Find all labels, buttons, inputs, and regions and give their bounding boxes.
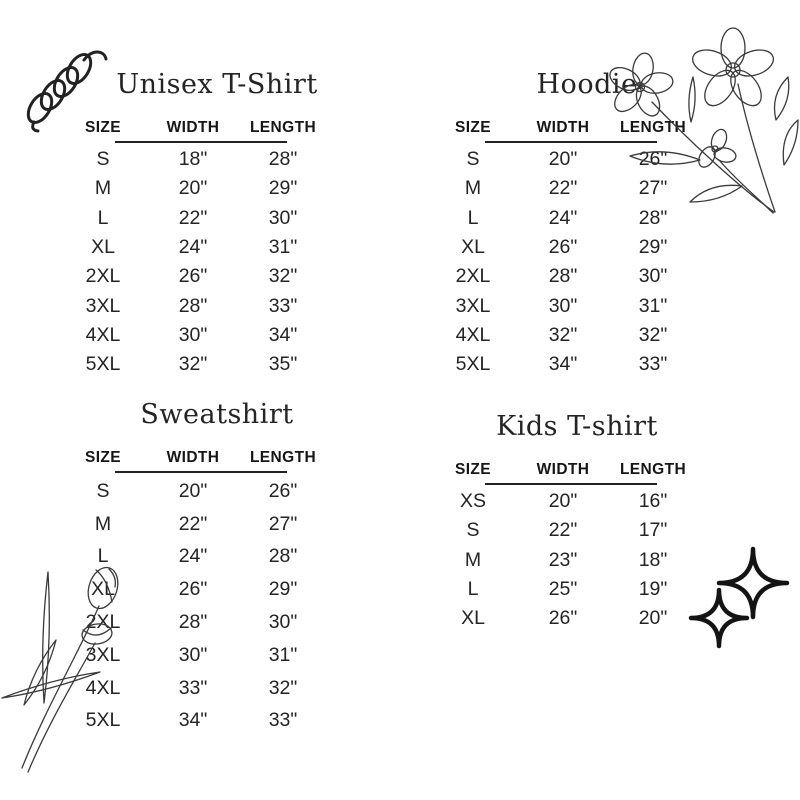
header-underline bbox=[485, 483, 657, 485]
length-cell: 34" bbox=[268, 323, 298, 346]
width-cell: 24" bbox=[548, 206, 578, 229]
table-row bbox=[58, 204, 328, 233]
width-cell: 28" bbox=[548, 265, 578, 288]
table-title: Sweatshirt bbox=[140, 399, 294, 430]
size-cell: 3XL bbox=[85, 643, 121, 666]
table-title: Unisex T-Shirt bbox=[116, 69, 318, 100]
column-header-length: LENGTH bbox=[619, 461, 687, 478]
column-header-width: WIDTH bbox=[536, 119, 590, 136]
size-cell: 4XL bbox=[85, 676, 121, 699]
width-cell: 20" bbox=[548, 148, 578, 171]
length-cell: 35" bbox=[268, 353, 298, 376]
width-cell: 28" bbox=[178, 294, 208, 317]
table-header-row bbox=[428, 118, 698, 138]
sparkle-stars-icon bbox=[685, 540, 795, 655]
size-cell: M bbox=[94, 512, 112, 535]
size-cell: 4XL bbox=[455, 323, 491, 346]
size-cell: M bbox=[464, 548, 482, 571]
length-cell: 19" bbox=[638, 578, 668, 601]
length-cell: 32" bbox=[268, 265, 298, 288]
table-row bbox=[428, 516, 698, 545]
length-cell: 30" bbox=[268, 611, 298, 634]
width-cell: 33" bbox=[178, 676, 208, 699]
table-row bbox=[58, 705, 328, 738]
table-row bbox=[58, 541, 328, 574]
table-row bbox=[428, 233, 698, 262]
column-header-width: WIDTH bbox=[166, 449, 220, 466]
size-cell: 2XL bbox=[85, 265, 121, 288]
width-cell: 18" bbox=[178, 148, 208, 171]
width-cell: 32" bbox=[178, 353, 208, 376]
column-header-size: SIZE bbox=[454, 461, 492, 478]
size-cell: M bbox=[464, 177, 482, 200]
length-cell: 29" bbox=[638, 236, 668, 259]
size-cell: S bbox=[466, 148, 480, 171]
length-cell: 30" bbox=[638, 265, 668, 288]
length-cell: 31" bbox=[268, 236, 298, 259]
column-header-length: LENGTH bbox=[249, 449, 317, 466]
header-underline bbox=[115, 141, 287, 143]
length-cell: 31" bbox=[268, 643, 298, 666]
header-underline bbox=[485, 141, 657, 143]
width-cell: 22" bbox=[548, 177, 578, 200]
table-header-row bbox=[428, 460, 698, 480]
table-row bbox=[58, 475, 328, 508]
length-cell: 26" bbox=[268, 479, 298, 502]
table-row bbox=[428, 204, 698, 233]
table-row bbox=[58, 233, 328, 262]
size-cell: 2XL bbox=[455, 265, 491, 288]
length-cell: 18" bbox=[638, 548, 668, 571]
width-cell: 34" bbox=[178, 709, 208, 732]
size-cell: L bbox=[467, 206, 479, 229]
table-row bbox=[58, 262, 328, 291]
size-cell: L bbox=[97, 206, 109, 229]
size-cell: XL bbox=[91, 578, 115, 601]
size-cell: S bbox=[96, 148, 110, 171]
width-cell: 26" bbox=[178, 265, 208, 288]
width-cell: 26" bbox=[548, 607, 578, 630]
size-cell: S bbox=[466, 519, 480, 542]
size-cell: XS bbox=[459, 490, 486, 513]
table-body bbox=[428, 145, 698, 379]
header-underline bbox=[115, 471, 287, 473]
length-cell: 28" bbox=[268, 545, 298, 568]
size-table-hoodie bbox=[428, 64, 698, 379]
table-header-row bbox=[58, 118, 328, 138]
length-cell: 32" bbox=[268, 676, 298, 699]
table-row bbox=[428, 487, 698, 516]
column-header-size: SIZE bbox=[84, 119, 122, 136]
width-cell: 30" bbox=[178, 323, 208, 346]
length-cell: 28" bbox=[638, 206, 668, 229]
table-row bbox=[58, 606, 328, 639]
width-cell: 34" bbox=[548, 353, 578, 376]
column-header-width: WIDTH bbox=[536, 461, 590, 478]
width-cell: 22" bbox=[548, 519, 578, 542]
size-cell: L bbox=[97, 545, 109, 568]
table-header-row bbox=[58, 448, 328, 468]
length-cell: 20" bbox=[638, 607, 668, 630]
table-body bbox=[58, 145, 328, 379]
table-row bbox=[58, 291, 328, 320]
table-row bbox=[428, 262, 698, 291]
length-cell: 26" bbox=[638, 148, 668, 171]
table-row bbox=[428, 546, 698, 575]
length-cell: 30" bbox=[268, 206, 298, 229]
table-row bbox=[428, 575, 698, 604]
width-cell: 25" bbox=[548, 578, 578, 601]
table-row bbox=[58, 350, 328, 379]
size-cell: XL bbox=[91, 236, 115, 259]
size-cell: XL bbox=[461, 236, 485, 259]
column-header-length: LENGTH bbox=[619, 119, 687, 136]
width-cell: 30" bbox=[178, 643, 208, 666]
table-body bbox=[428, 487, 698, 633]
table-row bbox=[428, 604, 698, 633]
table-row bbox=[428, 291, 698, 320]
size-table-sweatshirt bbox=[58, 394, 328, 737]
table-row bbox=[58, 573, 328, 606]
length-cell: 27" bbox=[268, 512, 298, 535]
table-body bbox=[58, 475, 328, 737]
size-cell: 5XL bbox=[85, 709, 121, 732]
width-cell: 20" bbox=[178, 177, 208, 200]
table-row bbox=[428, 350, 698, 379]
width-cell: 23" bbox=[548, 548, 578, 571]
width-cell: 20" bbox=[548, 490, 578, 513]
table-title: Kids T-shirt bbox=[496, 411, 658, 442]
size-cell: XL bbox=[461, 607, 485, 630]
size-table-unisex-t-shirt bbox=[58, 64, 328, 379]
width-cell: 26" bbox=[548, 236, 578, 259]
table-row bbox=[58, 672, 328, 705]
size-cell: 3XL bbox=[455, 294, 491, 317]
length-cell: 33" bbox=[638, 353, 668, 376]
width-cell: 20" bbox=[178, 479, 208, 502]
table-row bbox=[428, 321, 698, 350]
table-row bbox=[58, 174, 328, 203]
length-cell: 27" bbox=[638, 177, 668, 200]
size-cell: L bbox=[467, 578, 479, 601]
width-cell: 24" bbox=[178, 236, 208, 259]
width-cell: 28" bbox=[178, 611, 208, 634]
size-cell: 2XL bbox=[85, 611, 121, 634]
size-cell: S bbox=[96, 479, 110, 502]
table-row bbox=[428, 174, 698, 203]
width-cell: 22" bbox=[178, 512, 208, 535]
table-row bbox=[58, 321, 328, 350]
column-header-length: LENGTH bbox=[249, 119, 317, 136]
size-cell: 5XL bbox=[85, 353, 121, 376]
length-cell: 33" bbox=[268, 294, 298, 317]
column-header-width: WIDTH bbox=[166, 119, 220, 136]
column-header-size: SIZE bbox=[84, 449, 122, 466]
size-cell: M bbox=[94, 177, 112, 200]
length-cell: 29" bbox=[268, 578, 298, 601]
table-row bbox=[58, 508, 328, 541]
length-cell: 16" bbox=[638, 490, 668, 513]
width-cell: 32" bbox=[548, 323, 578, 346]
length-cell: 29" bbox=[268, 177, 298, 200]
length-cell: 28" bbox=[268, 148, 298, 171]
length-cell: 32" bbox=[638, 323, 668, 346]
size-cell: 3XL bbox=[85, 294, 121, 317]
size-cell: 5XL bbox=[455, 353, 491, 376]
table-title: Hoodie bbox=[536, 69, 638, 100]
length-cell: 33" bbox=[268, 709, 298, 732]
width-cell: 30" bbox=[548, 294, 578, 317]
length-cell: 31" bbox=[638, 294, 668, 317]
column-header-size: SIZE bbox=[454, 119, 492, 136]
length-cell: 17" bbox=[638, 519, 668, 542]
size-table-kids-t-shirt bbox=[428, 406, 698, 633]
table-row bbox=[58, 639, 328, 672]
width-cell: 26" bbox=[178, 578, 208, 601]
table-row bbox=[58, 145, 328, 174]
table-row bbox=[428, 145, 698, 174]
width-cell: 24" bbox=[178, 545, 208, 568]
width-cell: 22" bbox=[178, 206, 208, 229]
size-cell: 4XL bbox=[85, 323, 121, 346]
